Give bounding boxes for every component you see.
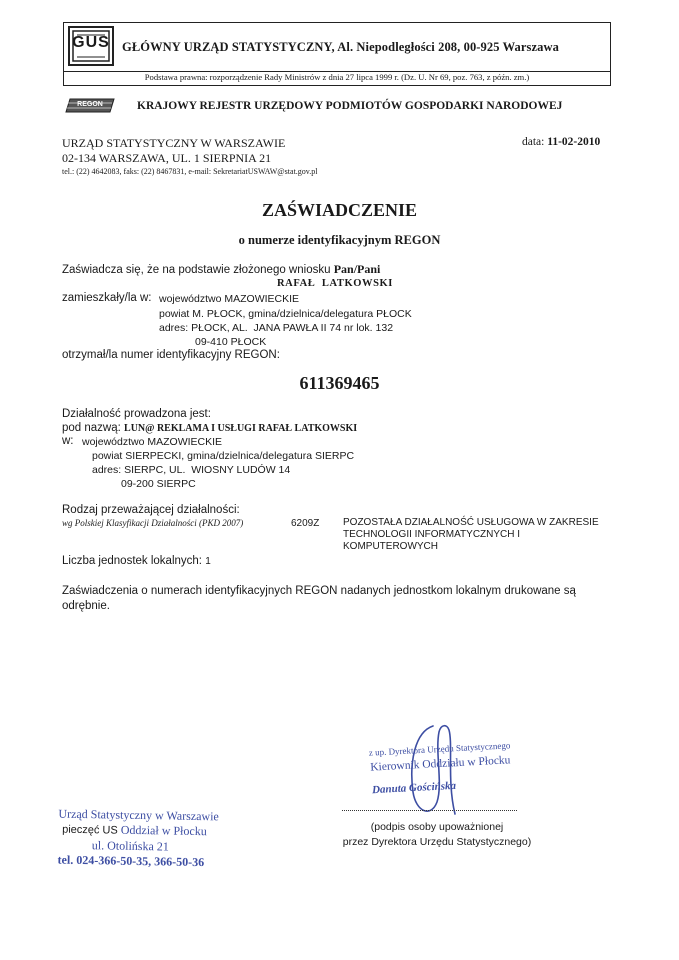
office-name: URZĄD STATYSTYCZNY W WARSZAWIE bbox=[62, 136, 286, 150]
regon-logo-text: REGON bbox=[77, 101, 103, 108]
pkd-description-line: TECHNOLOGII INFORMATYCZNYCH I bbox=[343, 529, 521, 540]
document-title: ZAŚWIADCZENIE bbox=[261, 200, 418, 220]
pkd-classification: wg Polskiej Klasyfikacji Działalności (PKD 2007) bbox=[62, 518, 244, 528]
issue-date bbox=[522, 136, 600, 148]
legal-basis: Podstawa prawna: rozporządzenie Rady Ministrów z dnia 27 lipca 1999 r. (Dz. U. Nr 69, poz. 763, z późn. zm.) bbox=[144, 72, 530, 82]
date-label: data: bbox=[522, 136, 545, 148]
local-units bbox=[62, 555, 211, 567]
signatory-stamp bbox=[354, 738, 525, 777]
applicant-postal: 09-410 PŁOCK bbox=[195, 336, 267, 348]
local-units-label: Liczba jednostek lokalnych: bbox=[62, 555, 202, 567]
business-address-label: adres: bbox=[92, 464, 122, 476]
intro-text: Zaświadcza się, że na podstawie złożonego wniosku bbox=[62, 264, 331, 276]
signature-line bbox=[342, 810, 517, 811]
gus-logo-text: GUS bbox=[72, 34, 110, 51]
stamp-branch-name: Oddział w Płocku bbox=[120, 822, 207, 839]
pkd-description bbox=[343, 517, 633, 553]
salutation: Pan/Pani bbox=[333, 262, 381, 276]
business-postal: 09-200 SIERPC bbox=[121, 478, 196, 490]
signature-caption-line: (podpis osoby upoważnionej bbox=[370, 821, 504, 833]
office-stamp-line: tel. 024-366-50-35, 366-50-36 bbox=[57, 852, 205, 870]
pkd-description-line: KOMPUTEROWYCH bbox=[343, 541, 438, 552]
business-name-label: pod nazwą: bbox=[62, 422, 121, 434]
local-units-count: 1 bbox=[205, 556, 211, 567]
signature-caption-line: przez Dyrektora Urzędu Statystycznego) bbox=[342, 836, 532, 848]
pkd-code: 6209Z bbox=[291, 518, 320, 529]
business-address-line bbox=[92, 464, 290, 476]
business-address: SIERPC, UL. WIOSNY LUDÓW 14 bbox=[124, 464, 291, 476]
document-subtitle: o numerze identyfikacyjnym REGON bbox=[238, 233, 441, 247]
date-value: 11-02-2010 bbox=[547, 136, 601, 148]
applicant-address: PŁOCK, AL. JANA PAWŁA II 74 nr lok. 132 bbox=[191, 322, 394, 334]
signatory-name-stamp: Danuta Gościńska bbox=[371, 779, 457, 797]
stamp-seal-label: pieczęć US bbox=[62, 823, 118, 837]
business-name-line bbox=[62, 422, 357, 434]
address-label: adres: bbox=[159, 322, 189, 334]
pkd-description-line: POZOSTAŁA DZIAŁALNOŚĆ USŁUGOWA W ZAKRESIE bbox=[343, 517, 599, 528]
regon-number: 611369465 bbox=[299, 373, 380, 393]
office-stamp-line2 bbox=[58, 822, 219, 841]
business-voivodeship: województwo MAZOWIECKIE bbox=[82, 436, 223, 448]
office-address: 02-134 WARSZAWA, UL. 1 SIERPNIA 21 bbox=[62, 151, 272, 165]
applicant-voivodeship: województwo MAZOWIECKIE bbox=[159, 293, 300, 305]
residence-label: zamieszkały/la w: bbox=[62, 292, 152, 304]
applicant-intro bbox=[62, 262, 380, 277]
note: Zaświadczenia o numerach identyfikacyjnych REGON nadanych jednostkom lokalnym drukowane są odrębnie. bbox=[62, 585, 576, 612]
signatory-stamp-line: z up. Dyrektora Urzędu Statystycznego bbox=[368, 740, 511, 758]
registry-title: KRAJOWY REJESTR URZĘDOWY PODMIOTÓW GOSPODARKI NARODOWEJ bbox=[137, 100, 563, 112]
office-stamp-line: ul. Otolińska 21 bbox=[91, 838, 169, 854]
institution-title: GŁÓWNY URZĄD STATYSTYCZNY, Al. Niepodległości 208, 00-925 Warszawa bbox=[122, 40, 559, 54]
business-name: LUN@ REKLAMA I USŁUGI RAFAŁ LATKOWSKI bbox=[124, 423, 358, 434]
office-stamp-line: Urząd Statystyczny w Warszawie bbox=[58, 806, 219, 824]
activity-label: Rodzaj przeważającej działalności: bbox=[62, 504, 240, 516]
received-text: otrzymał/la numer identyfikacyjny REGON: bbox=[62, 349, 280, 361]
business-label: Działalność prowadzona jest: bbox=[62, 408, 211, 420]
applicant-address-line bbox=[159, 322, 393, 334]
signatory-stamp-line: Kierownik Oddziału w Płocku bbox=[370, 754, 511, 774]
applicant-district: powiat M. PŁOCK, gmina/dzielnica/delegatura PŁOCK bbox=[159, 308, 412, 320]
business-location-label: w: bbox=[62, 435, 74, 447]
office-contact: tel.: (22) 4642083, faks: (22) 8467831, e-mail: SekretariatUSWAW@stat.gov.pl bbox=[62, 167, 318, 176]
applicant-name: RAFAŁ LATKOWSKI bbox=[277, 278, 393, 289]
office-stamp bbox=[57, 807, 218, 871]
business-district: powiat SIERPECKI, gmina/dzielnica/delegatura SIERPC bbox=[92, 450, 355, 462]
